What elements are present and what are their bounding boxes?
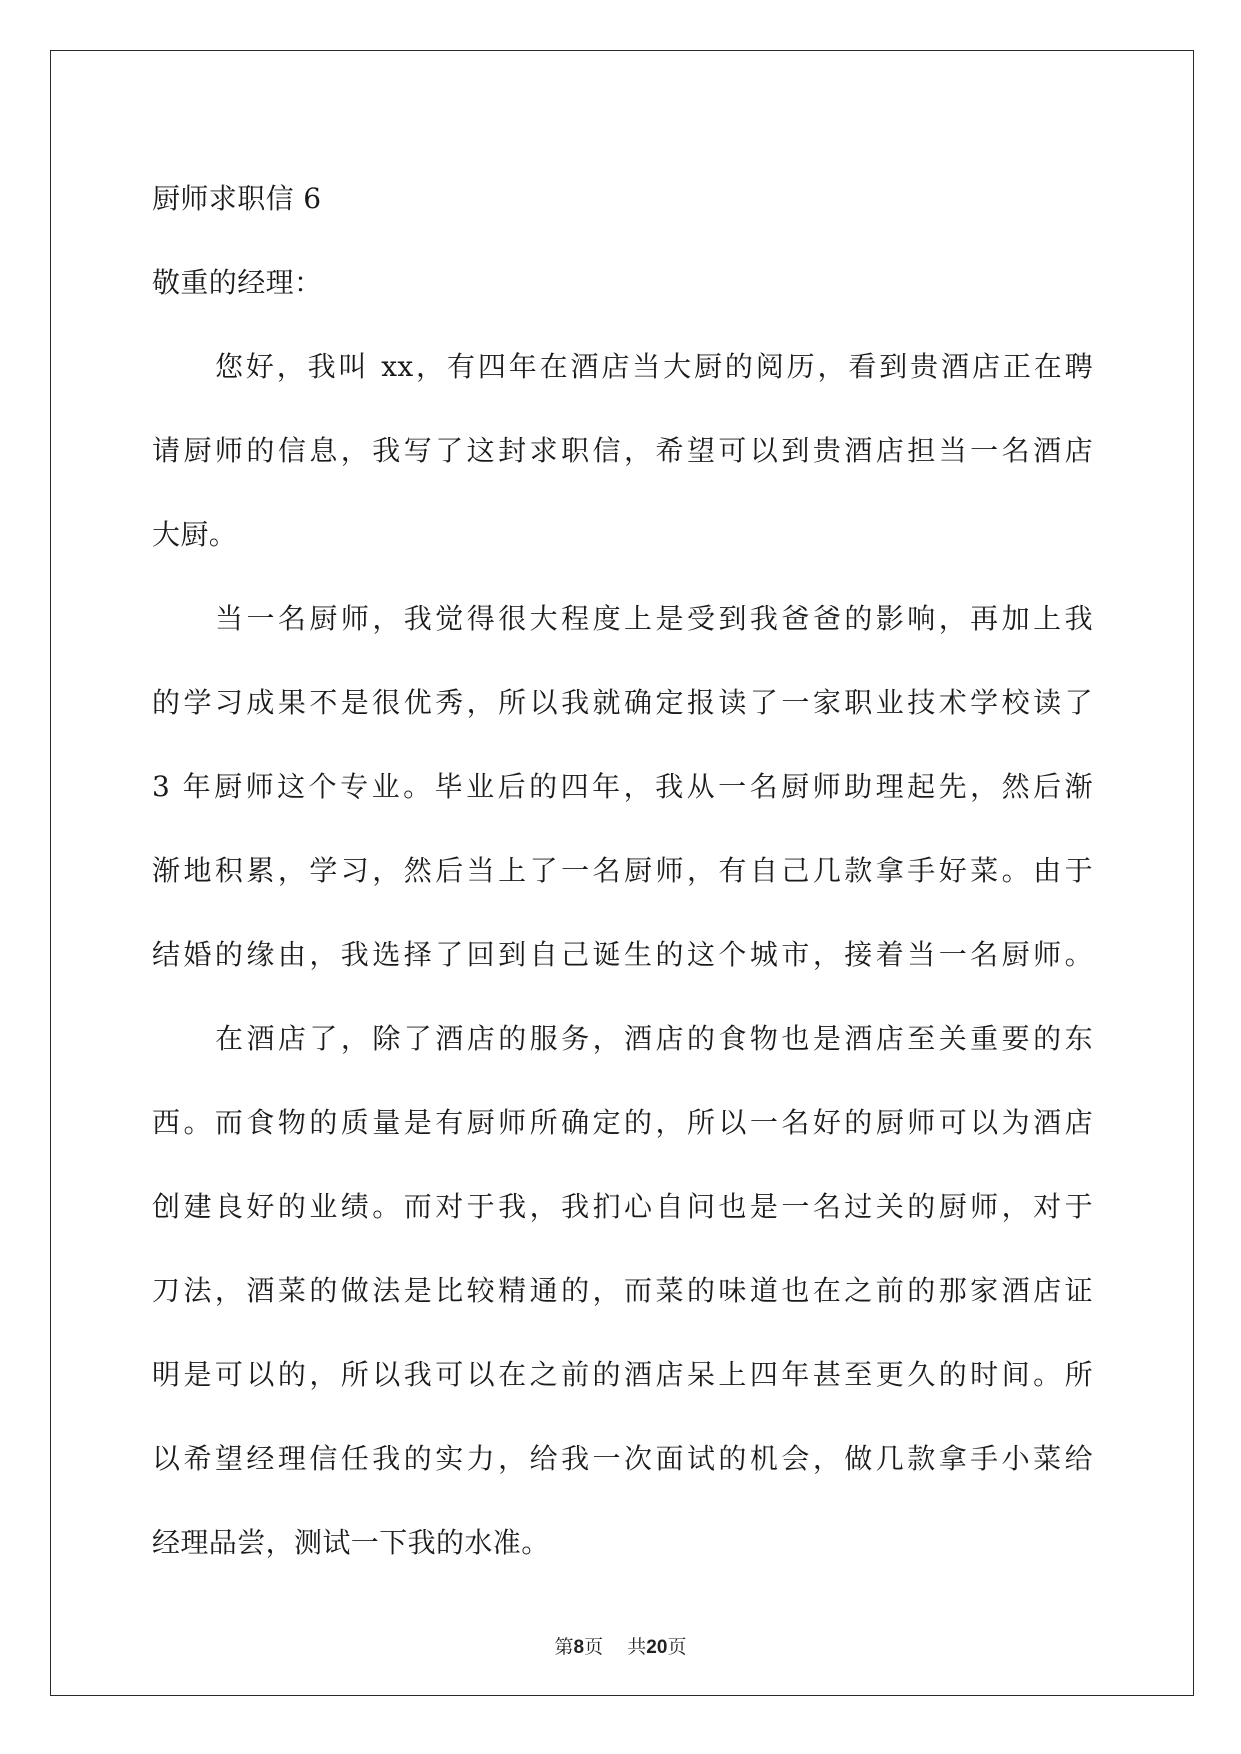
body-line: 结婚的缘由，我选择了回到自己诞生的这个城市，接着当一名厨师。 (152, 938, 1093, 971)
body-line: 请厨师的信息，我写了这封求职信，希望可以到贵酒店担当一名酒店 (152, 434, 1093, 467)
body-line: 创建良好的业绩。而对于我，我扪心自问也是一名过关的厨师，对于 (152, 1190, 1093, 1223)
body-line: 明是可以的，所以我可以在之前的酒店呆上四年甚至更久的时间。所 (152, 1358, 1093, 1391)
body-line: 您好，我叫 xx，有四年在酒店当大厨的阅历，看到贵酒店正在聘 (215, 350, 1093, 383)
document-title: 厨师求职信 6 (152, 182, 322, 215)
footer-suffix: 页 (667, 1636, 687, 1658)
footer-prefix: 第 (554, 1636, 574, 1658)
body-line: 的学习成果不是很优秀，所以我就确定报读了一家职业技术学校读了 (152, 686, 1093, 719)
body-line: 渐地积累，学习，然后当上了一名厨师，有自己几款拿手好菜。由于 (152, 854, 1093, 887)
body-line: 以希望经理信任我的实力，给我一次面试的机会，做几款拿手小菜给 (152, 1442, 1093, 1475)
body-line: 当一名厨师，我觉得很大程度上是受到我爸爸的影响，再加上我 (215, 602, 1093, 635)
footer-middle: 页 共 (584, 1636, 647, 1658)
total-pages-number: 20 (646, 1637, 668, 1658)
body-line: 刀法，酒菜的做法是比较精通的，而菜的味道也在之前的那家酒店证 (152, 1274, 1093, 1307)
page-footer (0, 1632, 1241, 1659)
body-line: 3 年厨师这个专业。毕业后的四年，我从一名厨师助理起先，然后渐 (152, 770, 1093, 803)
document-body (152, 157, 1093, 1585)
salutation: 敬重的经理： (152, 266, 323, 299)
current-page-number: 8 (573, 1637, 585, 1658)
body-line: 在酒店了，除了酒店的服务，酒店的食物也是酒店至关重要的东 (215, 1022, 1093, 1055)
body-line: 西。而食物的质量是有厨师所确定的，所以一名好的厨师可以为酒店 (152, 1106, 1093, 1139)
body-line: 大厨。 (152, 518, 238, 551)
body-line: 经理品尝，测试一下我的水准。 (152, 1526, 550, 1559)
